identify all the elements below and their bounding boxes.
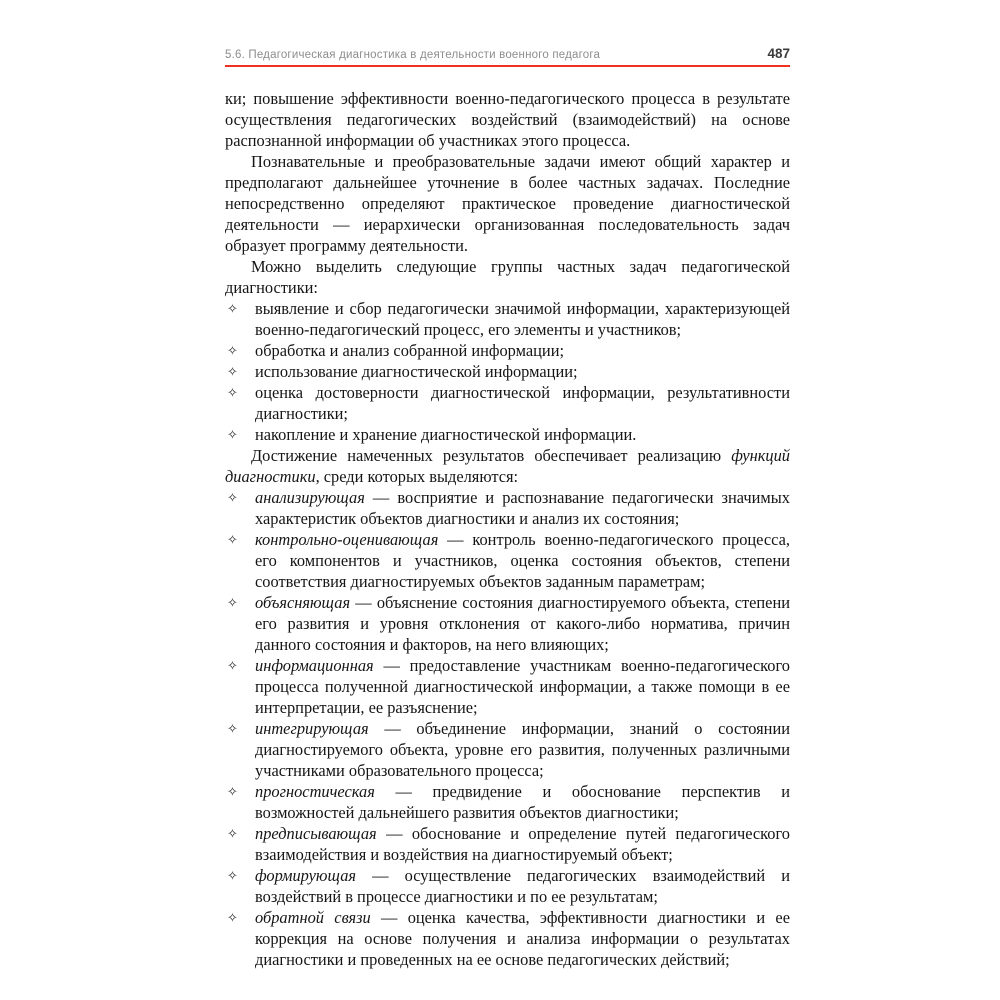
- list-item: [225, 298, 790, 340]
- diamond-bullet-icon: ✧: [227, 659, 238, 674]
- diamond-bullet-icon: ✧: [227, 386, 238, 401]
- list-item: [225, 340, 790, 361]
- functions-intro-paragraph: [225, 445, 790, 487]
- function-description: — оценка качества, эффективности диагностики и ее коррекция на основе получения и анализа информации о результатах диагностики и проведенных на ее основе педагогических действий;: [255, 908, 790, 969]
- list-item: [225, 718, 790, 781]
- list-item-text: использование диагностической информации;: [255, 362, 578, 381]
- task-list: [225, 298, 790, 445]
- diamond-bullet-icon: ✧: [227, 533, 238, 548]
- function-description: — объединение информации, знаний о состоянии диагностируемого объекта, уровне его развития, полученных различными участниками образовательного процесса;: [255, 719, 790, 780]
- list-item-text: [255, 824, 790, 864]
- function-description: — обоснование и определение путей педагогического взаимодействия и воздействия на диагностируемый объект;: [255, 824, 790, 864]
- diamond-bullet-icon: ✧: [227, 785, 238, 800]
- diamond-bullet-icon: ✧: [227, 869, 238, 884]
- function-description: — контроль военно-педагогического процесса, его компонентов и участников, оценка состояния объектов, степени соответствия диагностируемых объектов заданным параметрам;: [255, 530, 790, 591]
- diamond-bullet-icon: ✧: [227, 722, 238, 737]
- function-term: прогностическая: [255, 782, 375, 801]
- page-number: 487: [767, 46, 790, 61]
- tasks-intro-paragraph: Можно выделить следующие группы частных задач педагогической диагностики:: [225, 257, 790, 297]
- list-item: [225, 907, 790, 970]
- list-item: [225, 361, 790, 382]
- header-rule: [225, 65, 790, 67]
- function-term: интегрирующая: [255, 719, 369, 738]
- diamond-bullet-icon: ✧: [227, 428, 238, 443]
- list-item: [225, 655, 790, 718]
- list-item-text: [255, 719, 790, 780]
- function-description: — осуществление педагогических взаимодействий и воздействий в процессе диагностики и по ее результатам;: [255, 866, 790, 906]
- function-term: предписывающая: [255, 824, 377, 843]
- function-term: информационная: [255, 656, 374, 675]
- intro-text-italic: функций диагностики: [225, 446, 790, 486]
- list-item-text: [255, 488, 790, 528]
- diamond-bullet-icon: ✧: [227, 596, 238, 611]
- list-item-text: накопление и хранение диагностической информации.: [255, 425, 637, 444]
- list-item-text: [255, 656, 790, 717]
- list-item: [225, 487, 790, 529]
- page-content: [225, 88, 790, 970]
- list-item: [225, 823, 790, 865]
- diamond-bullet-icon: ✧: [227, 302, 238, 317]
- function-description: — объяснение состояния диагностируемого объекта, степени его развития и уровня отклонения от какого-либо норматива, причин данного состояния и факторов, на него влияющих;: [255, 593, 790, 654]
- list-item: [225, 781, 790, 823]
- diamond-bullet-icon: ✧: [227, 491, 238, 506]
- paragraph: Познавательные и преобразовательные задачи имеют общий характер и предполагают дальнейшее уточнение в более частных задачах. Последние непосредственно определяют практическое проведение диагностической деятельности — иерархически организованная последовательность задач образует программу деятельности.: [225, 152, 790, 255]
- list-item-text: обработка и анализ собранной информации;: [255, 341, 565, 360]
- functions-list: [225, 487, 790, 970]
- diamond-bullet-icon: ✧: [227, 365, 238, 380]
- list-item-text: [255, 908, 790, 969]
- function-term: анализирующая: [255, 488, 365, 507]
- paragraph-continuation: ки; повышение эффективности военно-педагогического процесса в результате осуществления педагогических воздействий (взаимодействий) на основе распознанной информации об участниках этого процесса.: [225, 89, 790, 150]
- function-term: объясняющая: [255, 593, 351, 612]
- list-item-text: выявление и сбор педагогически значимой информации, характеризующей военно-педагогический процесс, его элементы и участников;: [255, 299, 790, 339]
- list-item-text: [255, 782, 790, 822]
- list-item: [225, 865, 790, 907]
- intro-text-pre: Достижение намеченных результатов обеспечивает реализацию: [251, 446, 732, 465]
- intro-text-post: , среди которых выделяются:: [315, 467, 519, 486]
- page-header: [225, 46, 790, 61]
- list-item: [225, 529, 790, 592]
- list-item-text: [255, 530, 790, 591]
- function-description: — восприятие и распознавание педагогически значимых характеристик объектов диагностики и анализ их состояния;: [255, 488, 790, 528]
- list-item: [225, 592, 790, 655]
- function-description: — предвидение и обоснование перспектив и возможностей дальнейшего развития объектов диагностики;: [255, 782, 790, 822]
- list-item-text: [255, 593, 790, 654]
- function-description: — предоставление участникам военно-педагогического процесса полученной диагностической информации, а также помощи в ее интерпретации, ее разъяснение;: [255, 656, 790, 717]
- list-item-text: оценка достоверности диагностической информации, результативности диагностики;: [255, 383, 790, 423]
- function-term: формирующая: [255, 866, 357, 885]
- function-term: обратной связи: [255, 908, 371, 927]
- list-item-text: [255, 866, 790, 906]
- function-term: контрольно-оценивающая: [255, 530, 439, 549]
- diamond-bullet-icon: ✧: [227, 344, 238, 359]
- diamond-bullet-icon: ✧: [227, 911, 238, 926]
- running-head: 5.6. Педагогическая диагностика в деятельности военного педагога: [225, 49, 601, 61]
- list-item: [225, 424, 790, 445]
- diamond-bullet-icon: ✧: [227, 827, 238, 842]
- list-item: [225, 382, 790, 424]
